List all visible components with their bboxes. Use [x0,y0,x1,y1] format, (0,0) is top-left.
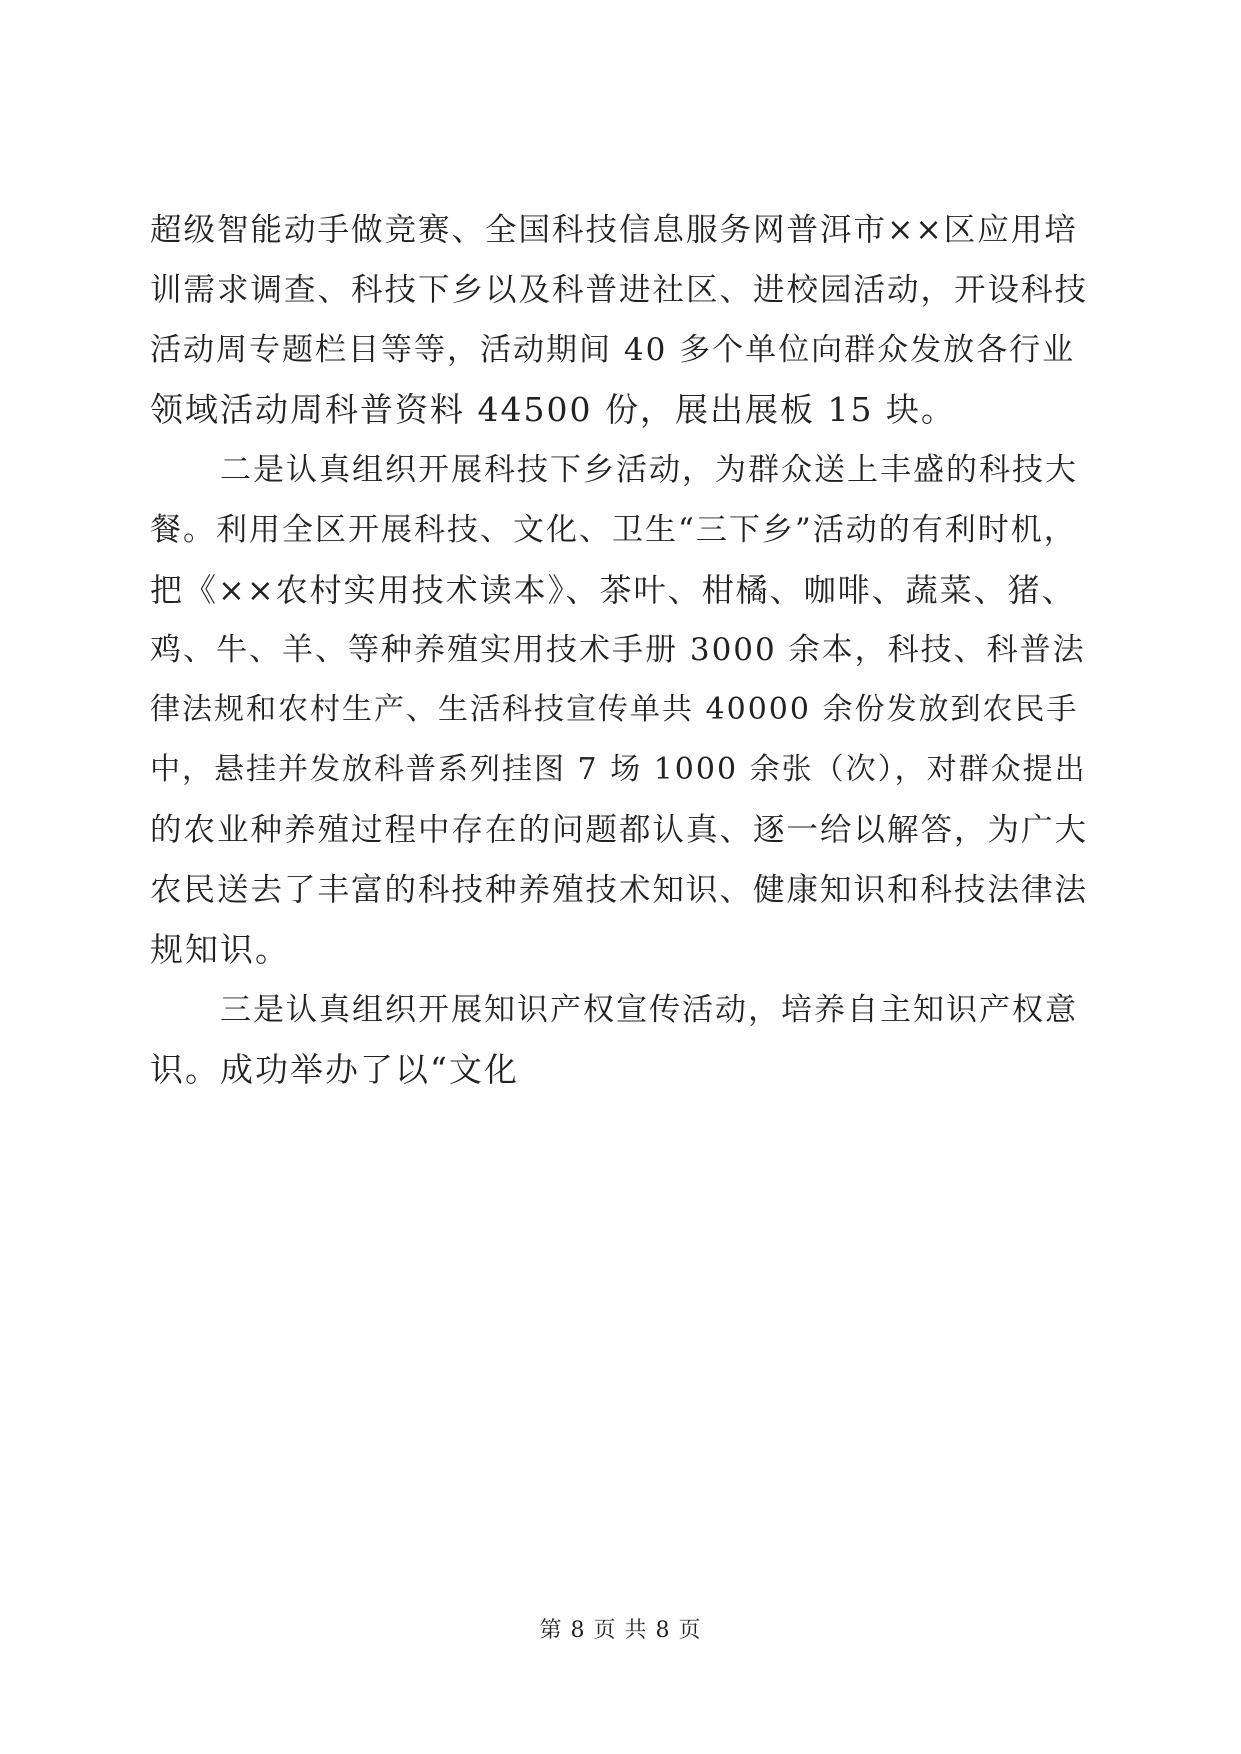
paragraph-line: 把《××农村实用技术读本》、茶叶、柑橘、咖啡、蔬菜、猪、 [150,571,1076,609]
paragraph-1 [150,200,1088,440]
paragraph-line: 律法规和农村生产、生活科技宣传单共 40000 余份发放到农民手 [150,692,1079,727]
paragraph-line: 训需求调查、科技下乡以及科普进社区、进校园活动，开设科技 [150,272,1089,308]
paragraph-line: 超级智能动手做竞赛、全国科技信息服务网普洱市××区应用培 [150,212,1078,248]
paragraph-line: 规知识。 [150,930,290,969]
paragraph-line: 鸡、牛、羊、等种养殖实用技术手册 3000 余本，科技、科普法 [150,632,1086,668]
paragraph-line: 农民送去了丰富的科技种养殖技术知识、健康知识和科技法律法 [150,872,1089,908]
paragraph-3 [150,980,1088,1100]
paragraph-line: 活动周专题栏目等等，活动期间 40 多个单位向群众发放各行业 [150,332,1076,368]
paragraph-line: 识。成功举办了以“文化 [150,1050,519,1089]
paragraph-line: 二是认真组织开展科技下乡活动，为群众送上丰盛的科技大 [220,452,1078,488]
paragraph-line: 中，悬挂并发放科普系列挂图 7 场 1000 余张（次），对群众提出 [150,752,1087,787]
document-body [150,200,1088,1100]
paragraph-line: 的农业种养殖过程中存在的问题都认真、逐一给以解答，为广大 [150,812,1089,848]
paragraph-line: 三是认真组织开展知识产权宣传活动，培养自主知识产权意 [220,992,1078,1028]
paragraph-line: 餐。利用全区开展科技、文化、卫生“三下乡”活动的有利时机， [150,512,1077,548]
page-number-footer: 第 8 页 共 8 页 [539,1618,702,1643]
paragraph-2 [150,440,1088,980]
paragraph-line: 领域活动周科普资料 44500 份，展出展板 15 块。 [150,390,956,429]
